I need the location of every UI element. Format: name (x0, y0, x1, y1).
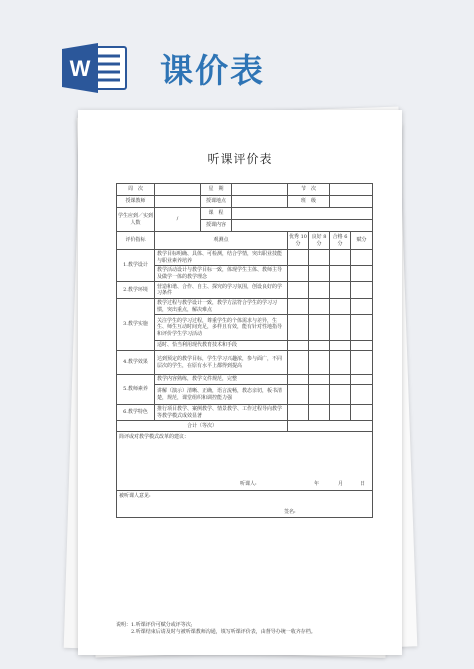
weekday-label: 星 期 (201, 184, 232, 196)
pass-cell[interactable] (330, 282, 351, 299)
opinion-label: 被听课人意见: (119, 493, 151, 499)
excellent-cell[interactable] (288, 375, 309, 385)
content-label: 授课内容 (201, 220, 232, 232)
criteria-row (117, 315, 373, 341)
page-title: 课价表 (160, 51, 265, 90)
opinion-box (118, 491, 371, 517)
score-cell[interactable] (351, 341, 373, 351)
score-cell[interactable] (351, 315, 373, 341)
excellent-cell[interactable] (288, 266, 309, 282)
points-header: 观测点 (155, 232, 288, 250)
good-cell[interactable] (309, 299, 330, 315)
excellent-cell[interactable] (288, 250, 309, 266)
score-cell[interactable] (351, 250, 373, 266)
indicator-cell: 3.教学实施 (117, 299, 155, 351)
total-label: 合计（等次） (117, 421, 288, 432)
table-row (117, 196, 373, 208)
document-page (78, 110, 402, 655)
indicator-cell: 4.教学效果 (117, 351, 155, 375)
criterion-point: 教学目标明确、具体、可检测，结合学情，突出职业技能与职业素养培养 (155, 250, 288, 266)
criterion-point: 教学过程与教学设计一致，教学方法符合学生的学习习惯，突出重点，解决难点 (155, 299, 288, 315)
pass-cell[interactable] (330, 299, 351, 315)
teacher-label: 授课教师 (117, 196, 155, 208)
course-value (232, 208, 373, 220)
pass-cell[interactable] (330, 315, 351, 341)
period-label: 节 次 (288, 184, 330, 196)
month-label: 月 (338, 480, 344, 487)
criteria-row (117, 341, 373, 351)
criterion-point: 达到预定的教学目标，学生学习兴趣浓，参与面广，不同层次的学生，在原有水平上都得到提高 (155, 351, 288, 375)
total-value[interactable] (288, 421, 373, 432)
good-cell[interactable] (309, 341, 330, 351)
score-cell[interactable] (351, 282, 373, 299)
class-value (330, 196, 373, 208)
criterion-point: 教学活动设计与教学目标一致，体现学生主体、教师主导及做学一体的教学理念 (155, 266, 288, 282)
pass-cell[interactable] (330, 405, 351, 421)
excellent-cell[interactable] (288, 299, 309, 315)
score-cell[interactable] (351, 266, 373, 282)
score-cell[interactable] (351, 405, 373, 421)
criterion-point: 营造和谐、合作、自主、探究的学习氛围，创设良好的学习条件 (155, 282, 288, 299)
criteria-row (117, 385, 373, 405)
page-header (0, 0, 474, 110)
document-title: 听课评价表 (207, 152, 273, 166)
class-label: 班 级 (288, 196, 330, 208)
good-cell[interactable] (309, 405, 330, 421)
good-cell[interactable] (309, 282, 330, 299)
content-value (232, 220, 373, 232)
criterion-point: 关注学生的学习过程，尊重学生的个体需求与差异，生生、师生互动时间充足，多样且有效，能有针对性地指导和评价学生学习活动 (155, 315, 288, 341)
total-row (117, 421, 373, 432)
opinion-row (117, 491, 373, 518)
pass-cell[interactable] (330, 341, 351, 351)
good-cell[interactable] (309, 250, 330, 266)
good-header: 良好 8分 (309, 232, 330, 250)
attendance-value: / (155, 208, 201, 232)
teacher-value (155, 196, 201, 208)
attendance-label: 学生应到／实到人数 (117, 208, 155, 232)
pass-cell[interactable] (330, 266, 351, 282)
score-cell[interactable] (351, 375, 373, 385)
table-header-row (117, 232, 373, 250)
pass-cell[interactable] (330, 250, 351, 266)
criteria-row (117, 375, 373, 385)
indicator-header: 评价指标 (117, 232, 155, 250)
note-line: 说明：1.听课评价可赋分或评等次; (116, 622, 193, 628)
word-icon (62, 43, 128, 93)
location-label: 授课地点 (201, 196, 232, 208)
excellent-cell[interactable] (288, 385, 309, 405)
day-label: 日 (360, 480, 366, 487)
excellent-header: 优秀 10分 (288, 232, 309, 250)
sign-label: 签名: (284, 508, 296, 515)
criteria-row (117, 351, 373, 375)
location-value (232, 196, 288, 208)
indicator-cell: 1.教学设计 (117, 250, 155, 282)
criterion-point: 适时、恰当利用现代教育技术和手段 (155, 341, 288, 351)
notes (116, 622, 372, 636)
listener-label: 听课人: (240, 480, 257, 487)
weekday-value (232, 184, 288, 196)
week-value (155, 184, 201, 196)
score-cell[interactable] (351, 299, 373, 315)
good-cell[interactable] (309, 375, 330, 385)
good-cell[interactable] (309, 266, 330, 282)
criteria-row (117, 282, 373, 299)
score-cell[interactable] (351, 351, 373, 375)
good-cell[interactable] (309, 351, 330, 375)
course-label: 课 程 (201, 208, 232, 220)
excellent-cell[interactable] (288, 282, 309, 299)
note-line: 2.听课结束后请及时与被听课教师沟通，填写听课评价表，由督导办统一收齐存档。 (116, 629, 316, 635)
criteria-row (117, 299, 373, 315)
indicator-cell: 5.教师素养 (117, 375, 155, 405)
score-cell[interactable] (351, 385, 373, 405)
criteria-row (117, 250, 373, 266)
excellent-cell[interactable] (288, 405, 309, 421)
criteria-row (117, 266, 373, 282)
period-value (330, 184, 373, 196)
excellent-cell[interactable] (288, 341, 309, 351)
excellent-cell[interactable] (288, 351, 309, 375)
week-label: 周 次 (117, 184, 155, 196)
svg-text:W: W (69, 56, 91, 81)
opinion-cell (117, 491, 373, 518)
pass-cell[interactable] (330, 351, 351, 375)
suggestion-box (118, 432, 371, 490)
criteria-row (117, 405, 373, 421)
indicator-cell: 6.教学特色 (117, 405, 155, 421)
suggestion-row (117, 432, 373, 491)
year-label: 年 (314, 480, 320, 487)
pass-cell[interactable] (330, 385, 351, 405)
suggestion-label: 简评或对教学模式改革的建议： (119, 434, 190, 440)
excellent-cell[interactable] (288, 315, 309, 341)
evaluation-table (116, 183, 373, 518)
criterion-point: 讲解（演示）清晰、正确，语言流畅，教态亲切，板书清楚，规范，课堂组织和调控能力强 (155, 385, 288, 405)
good-cell[interactable] (309, 315, 330, 341)
indicator-cell: 2.教学环境 (117, 282, 155, 299)
suggestion-cell (117, 432, 373, 491)
pass-cell[interactable] (330, 375, 351, 385)
criterion-point: 推行项目教学、案例教学、情景教学、工作过程导向教学等教学模式成效显著 (155, 405, 288, 421)
table-row (117, 208, 373, 220)
score-header: 赋分 (351, 232, 373, 250)
good-cell[interactable] (309, 385, 330, 405)
criterion-point: 教学内容熟练，教学文件规范，完整 (155, 375, 288, 385)
evaluation-form (116, 183, 372, 518)
pass-header: 合格 6分 (330, 232, 351, 250)
table-row (117, 184, 373, 196)
